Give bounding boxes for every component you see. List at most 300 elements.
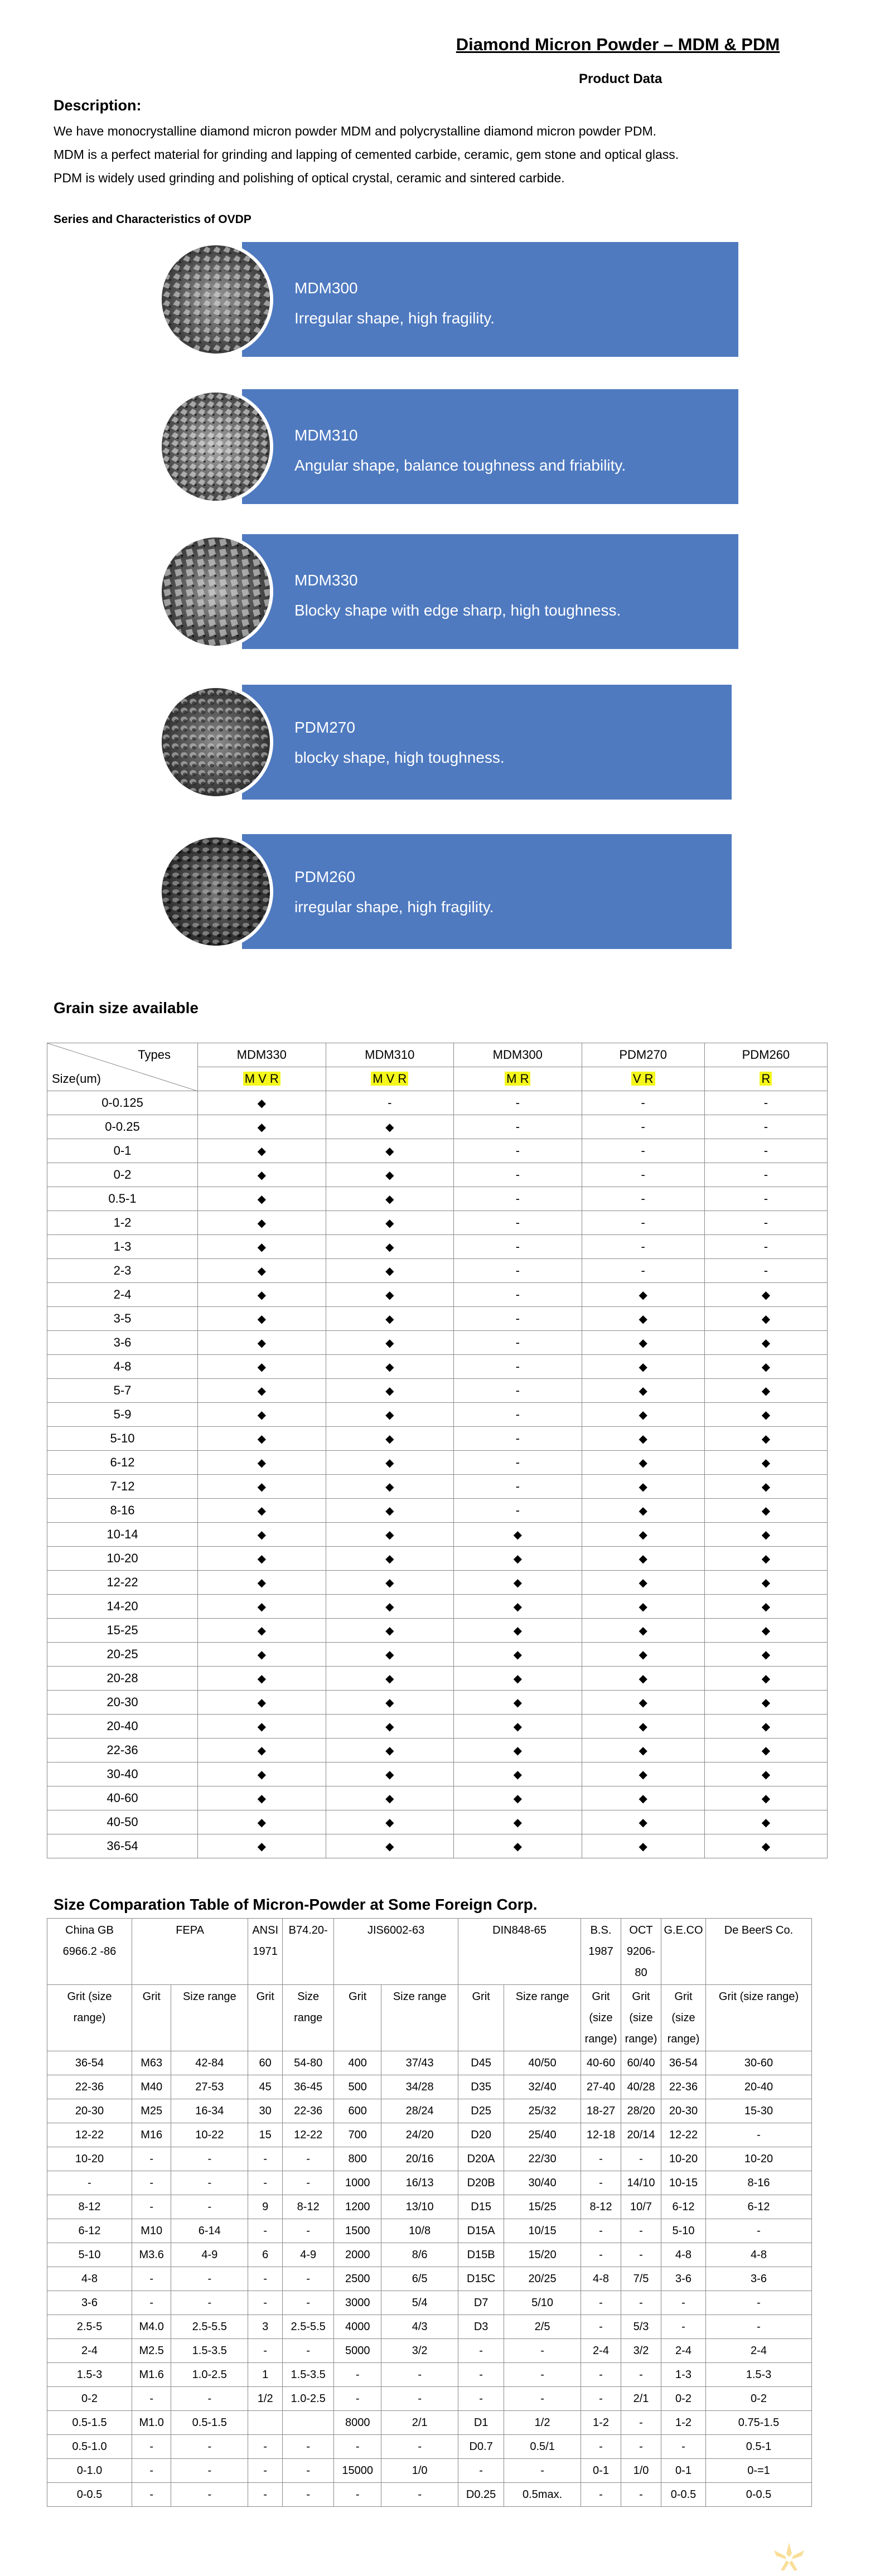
availability-diamond: ◆	[198, 1163, 326, 1187]
availability-diamond: ◆	[326, 1211, 454, 1235]
comparison-subheader: Grit (size range)	[706, 1985, 812, 2051]
availability-diamond: ◆	[326, 1571, 454, 1595]
availability-diamond: ◆	[582, 1571, 704, 1595]
comparison-cell: 7/5	[621, 2267, 661, 2291]
comparison-cell: 8/6	[381, 2243, 458, 2267]
comparison-cell: 20/25	[504, 2267, 581, 2291]
comparison-cell: -	[621, 2291, 661, 2315]
comparison-cell: D45	[458, 2051, 504, 2075]
comparison-cell: D20B	[458, 2171, 504, 2195]
grain-size-cell: 36-54	[47, 1834, 198, 1858]
availability-diamond: ◆	[704, 1715, 827, 1739]
grain-row	[47, 1403, 828, 1427]
comparison-cell: -	[381, 2387, 458, 2411]
availability-diamond: ◆	[198, 1139, 326, 1163]
comparison-cell: 10-20	[47, 2147, 132, 2171]
comparison-cell: 15-30	[706, 2099, 812, 2123]
grain-col-header: MDM330	[198, 1043, 326, 1067]
grain-row	[47, 1595, 828, 1619]
comparison-cell: 6/5	[381, 2267, 458, 2291]
comparison-cell: -	[381, 2435, 458, 2459]
comparison-cell: 8-16	[706, 2171, 812, 2195]
grain-row	[47, 1451, 828, 1475]
comparison-cell: 8-12	[47, 2195, 132, 2219]
comparison-cell: 13/10	[381, 2195, 458, 2219]
comparison-cell: 1	[248, 2363, 283, 2387]
comparison-cell: -	[132, 2459, 171, 2483]
availability-dash: -	[454, 1139, 582, 1163]
comparison-row	[47, 2147, 812, 2171]
availability-dash: -	[704, 1187, 827, 1211]
availability-diamond: ◆	[198, 1283, 326, 1307]
availability-diamond: ◆	[326, 1427, 454, 1451]
availability-diamond: ◆	[326, 1307, 454, 1331]
grain-col-header: MDM310	[326, 1043, 454, 1067]
comparison-subheader: Grit (size range)	[47, 1985, 132, 2051]
availability-diamond: ◆	[326, 1619, 454, 1643]
comparison-cell: 2-4	[706, 2339, 812, 2363]
grain-code-cell	[704, 1067, 827, 1091]
availability-dash: -	[582, 1235, 704, 1259]
comparison-cell: 8-12	[581, 2195, 621, 2219]
grain-row	[47, 1715, 828, 1739]
grain-size-cell: 40-60	[47, 1786, 198, 1810]
grain-col-header: PDM270	[582, 1043, 704, 1067]
series-card-mdm330	[158, 534, 738, 649]
comparison-cell: 1.5-3.5	[283, 2363, 334, 2387]
comparison-row	[47, 2459, 812, 2483]
comparison-cell: -	[283, 2435, 334, 2459]
comparison-cell: -	[248, 2219, 283, 2243]
availability-diamond: ◆	[326, 1403, 454, 1427]
grain-size-cell: 1-2	[47, 1211, 198, 1235]
comparison-cell: M3.6	[132, 2243, 171, 2267]
comparison-cell: 1-3	[661, 2363, 706, 2387]
comparison-cell: 20-30	[661, 2099, 706, 2123]
grain-code: R	[760, 1072, 772, 1086]
grain-row	[47, 1547, 828, 1571]
availability-diamond: ◆	[198, 1403, 326, 1427]
comparison-cell: -	[171, 2171, 248, 2195]
comparison-cell: 0-1	[661, 2459, 706, 2483]
comparison-cell: -	[171, 2147, 248, 2171]
comparison-cell: -	[706, 2219, 812, 2243]
availability-diamond: ◆	[198, 1379, 326, 1403]
comparison-cell: 10-22	[171, 2123, 248, 2147]
availability-diamond: ◆	[198, 1235, 326, 1259]
comparison-cell: 4-9	[171, 2243, 248, 2267]
grain-size-cell: 1-3	[47, 1235, 198, 1259]
comparison-cell: 5000	[334, 2339, 381, 2363]
grain-size-cell: 0.5-1	[47, 1187, 198, 1211]
availability-dash: -	[454, 1283, 582, 1307]
comparison-cell: -	[132, 2147, 171, 2171]
availability-diamond: ◆	[454, 1523, 582, 1547]
grain-size-table	[47, 1043, 828, 1858]
comparison-cell: -	[334, 2363, 381, 2387]
comparison-table-body	[47, 2051, 812, 2507]
comparison-cell: 1/2	[248, 2387, 283, 2411]
grain-size-cell: 20-30	[47, 1691, 198, 1715]
grain-size-cell: 10-20	[47, 1547, 198, 1571]
comparison-cell: 1200	[334, 2195, 381, 2219]
comparison-cell: 0.75-1.5	[706, 2411, 812, 2435]
availability-diamond: ◆	[704, 1547, 827, 1571]
comparison-cell: -	[334, 2387, 381, 2411]
comparison-cell: 2/1	[381, 2411, 458, 2435]
grain-corner-cell	[47, 1043, 198, 1091]
comparison-cell: D15B	[458, 2243, 504, 2267]
comparison-cell: 5/4	[381, 2291, 458, 2315]
availability-diamond: ◆	[326, 1643, 454, 1667]
grain-size-cell: 5-9	[47, 1403, 198, 1427]
availability-diamond: ◆	[198, 1451, 326, 1475]
availability-diamond: ◆	[198, 1834, 326, 1858]
comparison-cell: -	[248, 2339, 283, 2363]
availability-diamond: ◆	[326, 1259, 454, 1283]
series-heading: Series and Characteristics of OVDP	[54, 213, 252, 226]
availability-diamond: ◆	[326, 1834, 454, 1858]
availability-dash: -	[454, 1355, 582, 1379]
comparison-cell: 60/40	[621, 2051, 661, 2075]
series-card-pdm270	[158, 685, 732, 800]
availability-diamond: ◆	[454, 1691, 582, 1715]
availability-diamond: ◆	[198, 1427, 326, 1451]
availability-diamond: ◆	[326, 1331, 454, 1355]
grain-size-cell: 3-5	[47, 1307, 198, 1331]
comparison-cell: 500	[334, 2075, 381, 2099]
comparison-cell: 0-1	[581, 2459, 621, 2483]
comparison-cell: 1-2	[661, 2411, 706, 2435]
comparison-cell: -	[621, 2243, 661, 2267]
comparison-cell: 10-20	[706, 2147, 812, 2171]
comparison-subheader: Size range	[381, 1985, 458, 2051]
availability-diamond: ◆	[582, 1547, 704, 1571]
comparison-cell: 0.5-1	[706, 2435, 812, 2459]
comparison-cell: -	[283, 2171, 334, 2195]
comparison-cell: 1/0	[381, 2459, 458, 2483]
grain-row	[47, 1355, 828, 1379]
comparison-cell	[248, 2411, 283, 2435]
availability-diamond: ◆	[582, 1379, 704, 1403]
availability-dash: -	[454, 1163, 582, 1187]
availability-diamond: ◆	[704, 1739, 827, 1762]
comparison-cell: -	[621, 2147, 661, 2171]
availability-diamond: ◆	[454, 1571, 582, 1595]
series-name: MDM300	[294, 279, 358, 297]
comparison-row	[47, 2075, 812, 2099]
comparison-cell: 3-6	[661, 2267, 706, 2291]
comparison-cell: D15C	[458, 2267, 504, 2291]
page-subtitle: Product Data	[579, 71, 662, 86]
comparison-cell: 22-36	[283, 2099, 334, 2123]
comparison-cell: 1/2	[504, 2411, 581, 2435]
comparison-cell: 40/28	[621, 2075, 661, 2099]
availability-diamond: ◆	[704, 1786, 827, 1810]
availability-dash: -	[454, 1451, 582, 1475]
availability-diamond: ◆	[198, 1307, 326, 1331]
series-name: MDM330	[294, 572, 358, 589]
comparison-table	[47, 1918, 812, 2507]
comparison-cell: M63	[132, 2051, 171, 2075]
grain-size-cell: 0-2	[47, 1163, 198, 1187]
comparison-row	[47, 2363, 812, 2387]
comparison-cell: -	[706, 2291, 812, 2315]
grain-row	[47, 1643, 828, 1667]
availability-diamond: ◆	[198, 1499, 326, 1523]
comparison-cell: 4-9	[283, 2243, 334, 2267]
comparison-cell: 32/40	[504, 2075, 581, 2099]
availability-dash: -	[582, 1211, 704, 1235]
availability-diamond: ◆	[326, 1235, 454, 1259]
availability-diamond: ◆	[454, 1667, 582, 1691]
comparison-cell: M1.6	[132, 2363, 171, 2387]
availability-diamond: ◆	[454, 1810, 582, 1834]
grain-size-cell: 30-40	[47, 1762, 198, 1786]
comparison-cell: -	[661, 2291, 706, 2315]
availability-diamond: ◆	[582, 1523, 704, 1547]
availability-dash: -	[582, 1091, 704, 1115]
grain-table-body	[47, 1091, 828, 1858]
grain-col-header: MDM300	[454, 1043, 582, 1067]
comparison-row	[47, 2483, 812, 2507]
comparison-cell: 28/24	[381, 2099, 458, 2123]
grain-row	[47, 1283, 828, 1307]
comparison-cell: -	[381, 2483, 458, 2507]
availability-dash: -	[582, 1115, 704, 1139]
comparison-cell: 1-2	[581, 2411, 621, 2435]
comparison-cell: 5/10	[504, 2291, 581, 2315]
availability-diamond: ◆	[704, 1595, 827, 1619]
grain-code: M V R	[243, 1072, 281, 1086]
comparison-cell: -	[581, 2171, 621, 2195]
comparison-cell: -	[581, 2219, 621, 2243]
availability-diamond: ◆	[326, 1762, 454, 1786]
grain-size-cell: 15-25	[47, 1619, 198, 1643]
availability-dash: -	[454, 1307, 582, 1331]
availability-diamond: ◆	[704, 1643, 827, 1667]
comparison-cell: -	[132, 2387, 171, 2411]
availability-diamond: ◆	[326, 1739, 454, 1762]
comparison-cell: -	[132, 2267, 171, 2291]
comparison-group-header: FEPA	[132, 1919, 248, 1985]
comparison-cell: -	[581, 2363, 621, 2387]
grain-row	[47, 1762, 828, 1786]
comparison-cell: 2-4	[581, 2339, 621, 2363]
description-line: MDM is a perfect material for grinding and lapping of cemented carbide, ceramic, gem stone and optical glass.	[54, 147, 679, 162]
availability-diamond: ◆	[704, 1379, 827, 1403]
comparison-cell: -	[248, 2267, 283, 2291]
comparison-cell: 25/32	[504, 2099, 581, 2123]
comparison-cell: -	[706, 2123, 812, 2147]
availability-diamond: ◆	[198, 1091, 326, 1115]
availability-diamond: ◆	[704, 1499, 827, 1523]
comparison-cell: -	[132, 2291, 171, 2315]
availability-diamond: ◆	[454, 1547, 582, 1571]
availability-dash: -	[454, 1427, 582, 1451]
comparison-cell: -	[283, 2147, 334, 2171]
availability-diamond: ◆	[582, 1475, 704, 1499]
availability-diamond: ◆	[326, 1163, 454, 1187]
comparison-cell: 45	[248, 2075, 283, 2099]
comparison-row	[47, 2291, 812, 2315]
availability-diamond: ◆	[326, 1595, 454, 1619]
grain-row	[47, 1331, 828, 1355]
comparison-cell: 3-6	[47, 2291, 132, 2315]
availability-diamond: ◆	[582, 1307, 704, 1331]
comparison-cell: 12-18	[581, 2123, 621, 2147]
comparison-row	[47, 2123, 812, 2147]
comparison-cell: M16	[132, 2123, 171, 2147]
availability-dash: -	[454, 1379, 582, 1403]
comparison-cell: 2000	[334, 2243, 381, 2267]
comparison-cell: 2500	[334, 2267, 381, 2291]
comparison-cell: -	[283, 2483, 334, 2507]
comparison-cell: 700	[334, 2123, 381, 2147]
comparison-cell: 0.5max.	[504, 2483, 581, 2507]
grain-row	[47, 1211, 828, 1235]
comparison-cell: 0-0.5	[706, 2483, 812, 2507]
comparison-row	[47, 2099, 812, 2123]
comparison-cell: -	[581, 2243, 621, 2267]
description-line: We have monocrystalline diamond micron powder MDM and polycrystalline diamond micron powder PDM.	[54, 124, 657, 138]
comparison-cell: -	[283, 2339, 334, 2363]
availability-diamond: ◆	[704, 1475, 827, 1499]
availability-diamond: ◆	[582, 1595, 704, 1619]
comparison-cell: -	[621, 2411, 661, 2435]
availability-diamond: ◆	[582, 1331, 704, 1355]
comparison-cell: 40/50	[504, 2051, 581, 2075]
grain-size-heading: Grain size available	[54, 999, 199, 1016]
comparison-cell: 22-36	[47, 2075, 132, 2099]
availability-diamond: ◆	[582, 1691, 704, 1715]
comparison-cell: 10/8	[381, 2219, 458, 2243]
comparison-cell: 14/10	[621, 2171, 661, 2195]
availability-diamond: ◆	[454, 1739, 582, 1762]
comparison-cell: 1000	[334, 2171, 381, 2195]
comparison-cell: -	[248, 2147, 283, 2171]
comparison-cell: -	[458, 2387, 504, 2411]
grain-row	[47, 1427, 828, 1451]
comparison-cell: -	[458, 2363, 504, 2387]
availability-diamond: ◆	[704, 1523, 827, 1547]
availability-diamond: ◆	[454, 1762, 582, 1786]
types-label: Types	[138, 1048, 171, 1062]
comparison-cell: 1.5-3.5	[171, 2339, 248, 2363]
comparison-cell: -	[581, 2291, 621, 2315]
grain-row	[47, 1259, 828, 1283]
comparison-subheader: Grit (size range)	[661, 1985, 706, 2051]
grain-size-cell: 8-16	[47, 1499, 198, 1523]
comparison-cell: 28/20	[621, 2099, 661, 2123]
comparison-cell: -	[283, 2459, 334, 2483]
availability-diamond: ◆	[582, 1715, 704, 1739]
comparison-cell: 20/16	[381, 2147, 458, 2171]
comparison-cell: 2-4	[47, 2339, 132, 2363]
comparison-cell: 40-60	[581, 2051, 621, 2075]
comparison-cell: D15	[458, 2195, 504, 2219]
comparison-cell: M2.5	[132, 2339, 171, 2363]
comparison-cell: 4-8	[661, 2243, 706, 2267]
availability-diamond: ◆	[198, 1715, 326, 1739]
comparison-group-header: DIN848-65	[458, 1919, 581, 1985]
availability-diamond: ◆	[582, 1762, 704, 1786]
comparison-cell: 15	[248, 2123, 283, 2147]
comparison-group-header: OCT 9206-80	[621, 1919, 661, 1985]
comparison-row	[47, 2219, 812, 2243]
grain-size-cell: 20-25	[47, 1643, 198, 1667]
availability-dash: -	[454, 1259, 582, 1283]
comparison-subheader: Size range	[504, 1985, 581, 2051]
availability-diamond: ◆	[326, 1786, 454, 1810]
comparison-group-header: De BeerS Co.	[706, 1919, 812, 1985]
comparison-cell: 0-1.0	[47, 2459, 132, 2483]
comparison-cell: D0.7	[458, 2435, 504, 2459]
comparison-cell: 15/20	[504, 2243, 581, 2267]
comparison-cell: 1.5-3	[47, 2363, 132, 2387]
grain-size-cell: 2-4	[47, 1283, 198, 1307]
comparison-cell: M10	[132, 2219, 171, 2243]
comparison-cell: 36-45	[283, 2075, 334, 2099]
grain-row	[47, 1379, 828, 1403]
availability-diamond: ◆	[454, 1786, 582, 1810]
comparison-cell: 18-27	[581, 2099, 621, 2123]
comparison-cell: -	[283, 2219, 334, 2243]
comparison-cell: M1.0	[132, 2411, 171, 2435]
availability-diamond: ◆	[704, 1355, 827, 1379]
grain-row	[47, 1834, 828, 1858]
comparison-cell: 0.5-1.0	[47, 2435, 132, 2459]
grain-row	[47, 1307, 828, 1331]
availability-diamond: ◆	[198, 1187, 326, 1211]
grain-code: V R	[631, 1072, 655, 1086]
grain-size-cell: 5-7	[47, 1379, 198, 1403]
comparison-cell: 16-34	[171, 2099, 248, 2123]
grain-size-cell: 40-50	[47, 1810, 198, 1834]
comparison-cell: 22-36	[661, 2075, 706, 2099]
comparison-cell: -	[171, 2291, 248, 2315]
availability-diamond: ◆	[454, 1715, 582, 1739]
availability-diamond: ◆	[326, 1691, 454, 1715]
comparison-cell: 6-14	[171, 2219, 248, 2243]
availability-dash: -	[704, 1235, 827, 1259]
comparison-cell: 10/15	[504, 2219, 581, 2243]
comparison-cell: 30/40	[504, 2171, 581, 2195]
availability-diamond: ◆	[198, 1619, 326, 1643]
availability-diamond: ◆	[582, 1667, 704, 1691]
grain-size-cell: 14-20	[47, 1595, 198, 1619]
series-description: irregular shape, high fragility.	[294, 898, 494, 916]
comparison-group-header: JIS6002-63	[334, 1919, 458, 1985]
grain-col-header: PDM260	[704, 1043, 827, 1067]
comparison-cell: D7	[458, 2291, 504, 2315]
comparison-cell: -	[248, 2483, 283, 2507]
availability-diamond: ◆	[326, 1379, 454, 1403]
comparison-cell: 4000	[334, 2315, 381, 2339]
comparison-cell: D20A	[458, 2147, 504, 2171]
comparison-cell: -	[248, 2291, 283, 2315]
comparison-cell: -	[334, 2435, 381, 2459]
grain-row	[47, 1619, 828, 1643]
availability-diamond: ◆	[582, 1739, 704, 1762]
series-name: MDM310	[294, 427, 358, 444]
availability-diamond: ◆	[198, 1211, 326, 1235]
comparison-cell: 1.0-2.5	[171, 2363, 248, 2387]
comparison-cell: -	[458, 2339, 504, 2363]
availability-diamond: ◆	[582, 1355, 704, 1379]
comparison-cell: 2-4	[661, 2339, 706, 2363]
comparison-row	[47, 2171, 812, 2195]
